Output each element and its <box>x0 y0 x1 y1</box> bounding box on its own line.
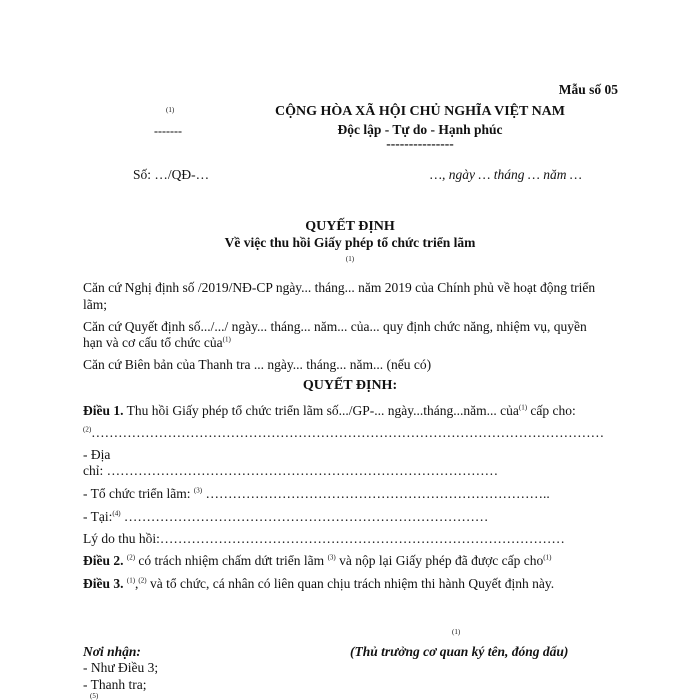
title-footnote: (1) <box>345 255 355 263</box>
recipient-dots: …………………………………………………………………………………………………… <box>91 425 605 440</box>
article-2 <box>83 553 551 569</box>
organizer-line <box>83 486 550 502</box>
date-line: …, ngày … tháng … năm … <box>430 167 582 182</box>
motto: Độc lập - Tự do - Hạnh phúc <box>337 122 503 137</box>
article-2-label: Điều 2. <box>83 553 124 568</box>
address-line <box>83 463 498 479</box>
footnote-marker: (4) <box>112 509 121 518</box>
article-1-tail: cấp cho: <box>527 403 576 418</box>
reason-dots: ……………………………………………………………………………… <box>159 531 565 546</box>
signature-footnote: (1) <box>452 628 461 636</box>
article-3: Điều 3. $^{(1)}$,$^{(2)}$ và tổ chức, cá nhân có liên quan chịu trách nhiệm thi hành Quyết định này. <box>83 576 555 591</box>
agency-dashes: ------- <box>154 124 182 138</box>
article-3-label: Điều 3. <box>83 576 124 591</box>
address-dots: …………………………………………………………………………… <box>106 463 499 478</box>
country-name: CỘNG HÒA XÃ HỘI CHỦ NGHĨA VIỆT NAM <box>274 104 565 119</box>
place-line <box>83 509 488 525</box>
place-label: - Tại: <box>83 509 113 524</box>
address-label: - Địa <box>83 447 111 462</box>
ground-3: Căn cứ Biên bản của Thanh tra ... ngày... tháng... năm... (nếu có) <box>83 357 432 372</box>
footnote-marker: (1) <box>543 553 552 562</box>
ground-1-line-2: lãm; <box>83 297 107 312</box>
ground-2-line-1: Căn cứ Quyết định số.../.../ ngày... tháng... năm... của... quy định chức năng, nhiệm vụ, quyền <box>83 319 587 334</box>
form-number: Mẫu số 05 <box>558 82 618 97</box>
footnote-marker: (3) <box>193 486 203 495</box>
address-label-2: chỉ: <box>83 463 107 478</box>
document-subject: Về việc thu hồi Giấy phép tổ chức triển lãm <box>224 235 476 250</box>
footnote-marker: (3) <box>327 553 336 562</box>
recipient-item: - Thanh tra; <box>83 677 147 692</box>
ground-2-text: hạn và cơ cấu tổ chức của <box>83 335 223 350</box>
footnote-marker: (1) <box>126 576 136 585</box>
article-2-text-b: và nộp lại Giấy phép đã được cấp cho <box>335 553 544 568</box>
footnote-marker: (2) <box>126 553 136 562</box>
article-1-line-1 <box>83 403 576 419</box>
recipient-footnote: (5) <box>90 692 99 700</box>
article-1-label: Điều 1. <box>83 403 124 418</box>
ground-1-line-1: Căn cứ Nghị định số /2019/NĐ-CP ngày... tháng... năm 2019 của Chính phủ về hoạt động triển <box>83 280 596 295</box>
article-1-line-2 <box>83 425 604 441</box>
decision-heading: QUYẾT ĐỊNH: <box>302 378 398 393</box>
organizer-dots: ………………………………………………………………….. <box>202 486 550 501</box>
article-2-text-a: có trách nhiệm chấm dứt triển lãm <box>135 553 328 568</box>
signature-text: (Thủ trưởng cơ quan ký tên, đóng dấu) <box>350 644 569 659</box>
footnote-marker: (1) <box>518 403 528 412</box>
organizer-label: - Tổ chức triển lãm: <box>83 486 194 501</box>
recipient-item: - Như Điều 3; <box>83 660 159 675</box>
footnote-marker: (1) <box>222 335 231 344</box>
footnote-marker: (2) <box>83 425 92 434</box>
reason-line <box>83 531 565 547</box>
reason-label: Lý do thu hồi: <box>83 531 160 546</box>
document-title: QUYẾT ĐỊNH <box>305 219 395 234</box>
ground-2-line-2 <box>83 335 231 351</box>
article-3-text: và tổ chức, cá nhân có liên quan chịu trách nhiệm thi hành Quyết định này. <box>146 576 555 591</box>
motto-dashes: --------------- <box>386 136 454 151</box>
article-1-text: Thu hồi Giấy phép tổ chức triển lãm số.../GP-... ngày...tháng...năm... của <box>123 403 519 418</box>
footnote-marker: (2) <box>138 576 147 585</box>
recipients-title: Nơi nhận: <box>83 644 141 659</box>
decision-number: Số: …/QĐ-… <box>133 167 210 182</box>
place-dots: ……………………………………………………………………… <box>120 509 489 524</box>
